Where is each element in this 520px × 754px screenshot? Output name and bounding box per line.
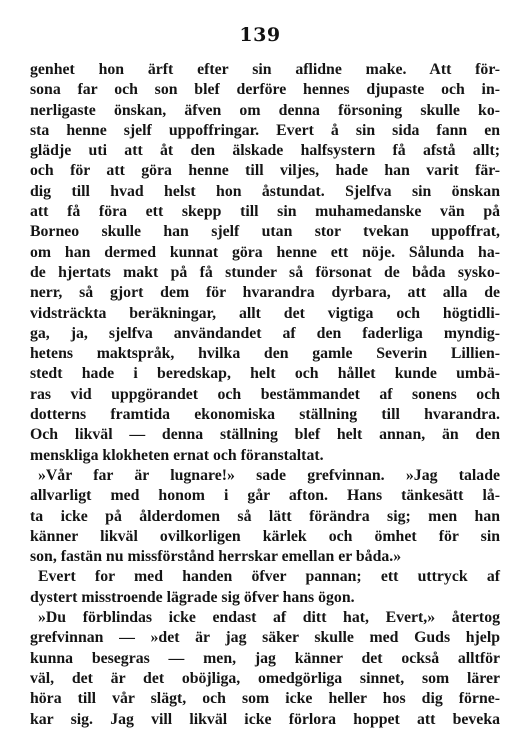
text-line: ta icke på ålderdomen så lätt förändra sig; men han xyxy=(30,507,500,525)
page-number: 139 xyxy=(239,24,281,46)
text-line: dystert misstroende lägrade sig öfver hans ögon. xyxy=(30,588,355,606)
text-line: de hjertats makt på få stunder så försonat de båda sysko- xyxy=(30,263,500,281)
text-line: nerligaste önskan, äfven om denna försoning skulle ko- xyxy=(30,101,500,119)
text-line: känner likväl ovilkorligen kärlek och ömhet för sin xyxy=(30,527,500,545)
text-line: allvarligt med honom i går afton. Hans tänkesätt lå- xyxy=(30,487,500,505)
text-line: dig till hvad helst hon åstundat. Sjelfva sin önskan xyxy=(30,182,500,200)
text-line: ga, ja, sjelfva användandet af den faderliga myndig- xyxy=(30,324,500,342)
text-line: och för att göra henne till viljes, hade han varit fär- xyxy=(30,162,500,180)
text-line: sona far och son blef derföre hennes djupaste och in- xyxy=(30,81,500,99)
text-line: kar sig. Jag vill likväl icke förlora hoppet att beveka xyxy=(30,710,500,728)
text-line: »Vår far är lugnare!» sade grefvinnan. »Jag talade xyxy=(38,466,500,484)
text-line: »Du förblindas icke endast af ditt hat, Evert,» återtog xyxy=(38,609,500,627)
text-line: ras vid uppgörandet och bestämmandet af sonens och xyxy=(30,385,500,403)
text-line: kunna besegras — men, jag känner det också alltför xyxy=(30,649,500,667)
text-line: Borneo skulle han sjelf utan stor tvekan uppoffrat, xyxy=(30,223,500,241)
text-line: grefvinnan — »det är jag säker skulle med Guds hjelp xyxy=(30,629,500,647)
body-text xyxy=(30,60,500,730)
text-line: glädje uti att åt den älskade halfsystern få afstå allt; xyxy=(30,142,500,160)
text-line: väl, det är det oböjliga, omedgörliga sinnet, som lärer xyxy=(30,669,500,687)
text-line: stedt hade i beredskap, helt och hållet kunde umbä- xyxy=(30,365,500,383)
text-line: hetens maktspråk, hvilka den gamle Severin Lillien- xyxy=(30,345,500,363)
text-line: vidsträckta beräkningar, allt det vigtiga och högtidli- xyxy=(30,304,500,322)
text-line: Evert for med handen öfver pannan; ett uttryck af xyxy=(38,568,500,586)
text-line: nerr, så gjort dem för hvarandra dyrbara, att alla de xyxy=(30,284,500,302)
text-line: sta henne sjelf uppoffringar. Evert å sin sida fann en xyxy=(30,121,500,139)
text-line: genhet hon ärft efter sin aflidne make. Att för- xyxy=(30,61,500,78)
text-line: höra till vår slägt, och som icke heller hos dig förne- xyxy=(30,690,500,708)
text-line: menskliga klokheten ernat och föranstaltat. xyxy=(30,446,324,464)
text-line: son, fastän nu missförstånd herrskar emellan er båda.» xyxy=(30,548,402,566)
text-line: att få föra ett skepp till sin muhamedanske vän på xyxy=(30,203,500,221)
text-line: dotterns framtida ekonomiska ställning till hvarandra. xyxy=(30,406,500,424)
text-line: Och likväl — denna ställning blef helt annan, än den xyxy=(30,426,500,444)
text-line: om han dermed kunnat göra henne ett nöje. Sålunda ha- xyxy=(30,243,500,261)
